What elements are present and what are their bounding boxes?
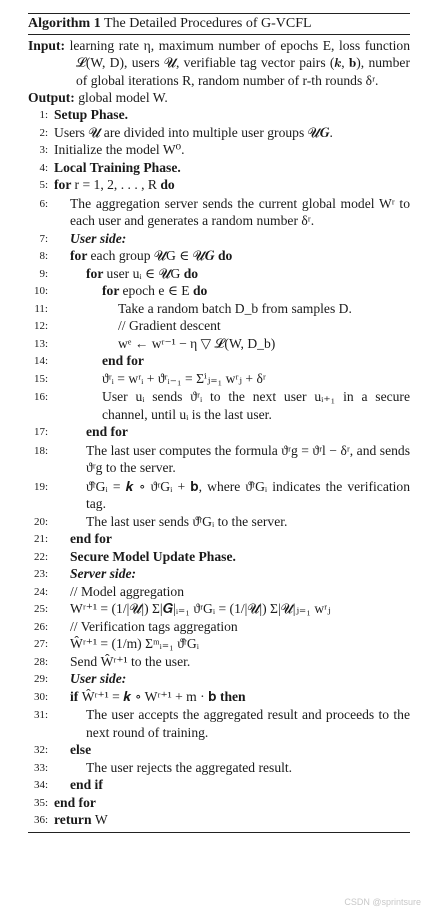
- line-text: Local Training Phase.: [54, 159, 181, 175]
- line-number: 15:: [33, 372, 48, 385]
- line-text: Send Ŵʳ⁺¹ to the user.: [70, 653, 191, 669]
- line-text: for user uᵢ ∈ 𝓤G do: [86, 265, 199, 281]
- line-text: for each group 𝓤G ∈ 𝓤𝑮 do: [70, 248, 233, 264]
- line-text: end for: [86, 424, 128, 440]
- line-text: // Verification tags aggregation: [70, 618, 238, 634]
- algorithm-line: [28, 776, 410, 794]
- line-number: 21:: [33, 533, 48, 546]
- line-text: ϑ̂ʳGᵢ = 𝒌 ∘ ϑʳGᵢ + 𝐛, where ϑ̂ʳGᵢ indicates the verification tag.: [86, 478, 410, 512]
- algorithm-line: [28, 141, 410, 159]
- line-text: The user rejects the aggregated result.: [86, 759, 293, 775]
- input-spec: [28, 37, 410, 89]
- input-text: learning rate η, maximum number of epochs E, loss function 𝓛(W, D), users 𝓤, verifiable tag vector pairs (𝒌, 𝐛), number of global iterations R, random number of r-th rounds δʳ.: [69, 38, 410, 88]
- line-number: 9:: [39, 267, 48, 280]
- line-number: 27:: [33, 638, 48, 651]
- line-number: 33:: [33, 761, 48, 774]
- line-text: Users 𝓤 are divided into multiple user groups 𝓤𝑮.: [54, 124, 333, 140]
- algorithm-line: [28, 247, 410, 265]
- algorithm-line: [28, 335, 410, 353]
- algorithm-line: [28, 442, 410, 477]
- algorithm-line: [28, 741, 410, 759]
- line-text: The user accepts the aggregated result and proceeds to the next round of training.: [86, 707, 410, 740]
- algorithm-line: [28, 565, 410, 583]
- algorithm-line: [28, 300, 410, 318]
- line-text: Initialize the model W⁰.: [54, 142, 185, 158]
- algorithm-line: [28, 388, 410, 423]
- output-spec: [28, 89, 410, 106]
- line-text: if Ŵʳ⁺¹ = 𝒌 ∘ Wʳ⁺¹ + m · 𝐛 then: [70, 688, 246, 704]
- line-number: 16:: [33, 391, 48, 404]
- line-text: The last user sends ϑ̂ʳGᵢ to the server.: [86, 513, 288, 529]
- line-text: else: [70, 742, 92, 758]
- algorithm-line: [28, 513, 410, 531]
- line-text: ϑʳᵢ = wʳᵢ + ϑʳᵢ₋₁ = Σⁱⱼ₌₁ wʳⱼ + δʳ: [102, 370, 266, 386]
- line-number: 34:: [33, 779, 48, 792]
- line-number: 23:: [33, 568, 48, 581]
- line-text: for epoch e ∈ E do: [102, 283, 208, 299]
- line-text: wᵉ ← wʳ⁻¹ − η ▽ 𝓛(W, D_b): [118, 335, 276, 351]
- line-number: 25:: [33, 603, 48, 616]
- line-text: Wʳ⁺¹ = (1/|𝓤|) Σ|𝑮|ᵢ₌₁ ϑʳGᵢ = (1/|𝓤|) Σ|𝓤|ⱼ₌₁ wʳⱼ: [70, 601, 331, 617]
- caption-rule: [28, 34, 410, 35]
- algorithm-line: [28, 530, 410, 548]
- line-number: 20:: [33, 515, 48, 528]
- algorithm-line: [28, 176, 410, 194]
- line-number: 24:: [33, 585, 48, 598]
- line-text: User side:: [70, 230, 127, 246]
- line-text: // Gradient descent: [118, 318, 221, 334]
- input-label: Input:: [28, 38, 66, 53]
- algorithm-line: [28, 230, 410, 248]
- algorithm-line: [28, 670, 410, 688]
- algorithm-line: [28, 635, 410, 653]
- line-text: end for: [54, 794, 96, 810]
- line-text: Ŵʳ⁺¹ = (1/m) Σᵐᵢ₌₁ ϑ̂ʳGᵢ: [70, 636, 199, 652]
- io-block: [28, 37, 410, 106]
- algorithm-line: [28, 759, 410, 777]
- line-text: Take a random batch D_b from samples D.: [118, 300, 352, 316]
- line-text: The aggregation server sends the current global model Wʳ to each user and generates a random number δʳ.: [70, 195, 410, 229]
- line-text: // Model aggregation: [70, 583, 185, 599]
- line-number: 4:: [39, 161, 48, 174]
- line-number: 30:: [33, 690, 48, 703]
- line-number: 7:: [39, 232, 48, 245]
- line-number: 35:: [33, 796, 48, 809]
- line-number: 32:: [33, 744, 48, 757]
- output-text: global model W.: [78, 89, 168, 105]
- algorithm-line: [28, 423, 410, 441]
- line-number: 28:: [33, 655, 48, 668]
- line-text: User uᵢ sends ϑʳᵢ to the next user uᵢ₊₁ in a secure channel, until uᵢ is the last user.: [102, 389, 410, 422]
- line-text: for r = 1, 2, . . . , R do: [54, 177, 175, 193]
- algorithm-line: [28, 706, 410, 741]
- line-text: Setup Phase.: [54, 107, 129, 123]
- line-number: 12:: [33, 320, 48, 333]
- line-number: 13:: [33, 337, 48, 350]
- algorithm-line: [28, 583, 410, 601]
- algorithm-line: [28, 811, 410, 829]
- line-text: end for: [70, 531, 112, 547]
- output-label: Output:: [28, 89, 75, 105]
- line-number: 10:: [33, 285, 48, 298]
- bottom-rule: [28, 832, 410, 833]
- line-number: 17:: [33, 426, 48, 439]
- algorithm-line: [28, 124, 410, 142]
- line-text: User side:: [70, 671, 127, 687]
- line-number: 2:: [39, 126, 48, 139]
- watermark: CSDN @sprintsure: [344, 897, 421, 907]
- algorithm-line: [28, 653, 410, 671]
- line-text: end for: [102, 353, 144, 369]
- line-number: 31:: [33, 709, 48, 722]
- algorithm-caption: [28, 14, 410, 34]
- line-text: Secure Model Update Phase.: [70, 548, 236, 564]
- caption-title: The Detailed Procedures of G-VCFL: [103, 16, 312, 31]
- algorithm-line: [28, 159, 410, 177]
- algorithm-line: [28, 600, 410, 618]
- algorithm-line: [28, 794, 410, 812]
- algorithm-line: [28, 106, 410, 124]
- line-number: 29:: [33, 673, 48, 686]
- caption-label: Algorithm 1: [28, 16, 101, 31]
- line-text: The last user computes the formula ϑʳg = ϑʳl − δʳ, and sends ϑʳg to the server.: [86, 442, 410, 476]
- algorithm-box: [28, 13, 410, 833]
- line-text: end if: [70, 777, 103, 793]
- line-number: 18:: [33, 444, 48, 457]
- line-number: 6:: [39, 197, 48, 210]
- algorithm-line: [28, 618, 410, 636]
- algorithm-line: [28, 370, 410, 388]
- algorithm-line: [28, 688, 410, 706]
- line-number: 1:: [39, 109, 48, 122]
- line-number: 8:: [39, 250, 48, 263]
- line-text: return W: [54, 812, 108, 828]
- algorithm-line: [28, 548, 410, 566]
- line-text: Server side:: [70, 566, 137, 582]
- line-number: 26:: [33, 620, 48, 633]
- algorithm-line: [28, 265, 410, 283]
- algorithm-line: [28, 282, 410, 300]
- line-number: 3:: [39, 144, 48, 157]
- algorithm-line: [28, 317, 410, 335]
- line-number: 19:: [33, 480, 48, 493]
- line-number: 36:: [33, 814, 48, 827]
- algorithm-line: [28, 352, 410, 370]
- line-number: 5:: [39, 179, 48, 192]
- algorithm-line: [28, 195, 410, 230]
- line-number: 11:: [34, 302, 48, 315]
- line-number: 22:: [33, 550, 48, 563]
- algorithm-lines: [28, 106, 410, 829]
- line-number: 14:: [33, 355, 48, 368]
- algorithm-line: [28, 478, 410, 513]
